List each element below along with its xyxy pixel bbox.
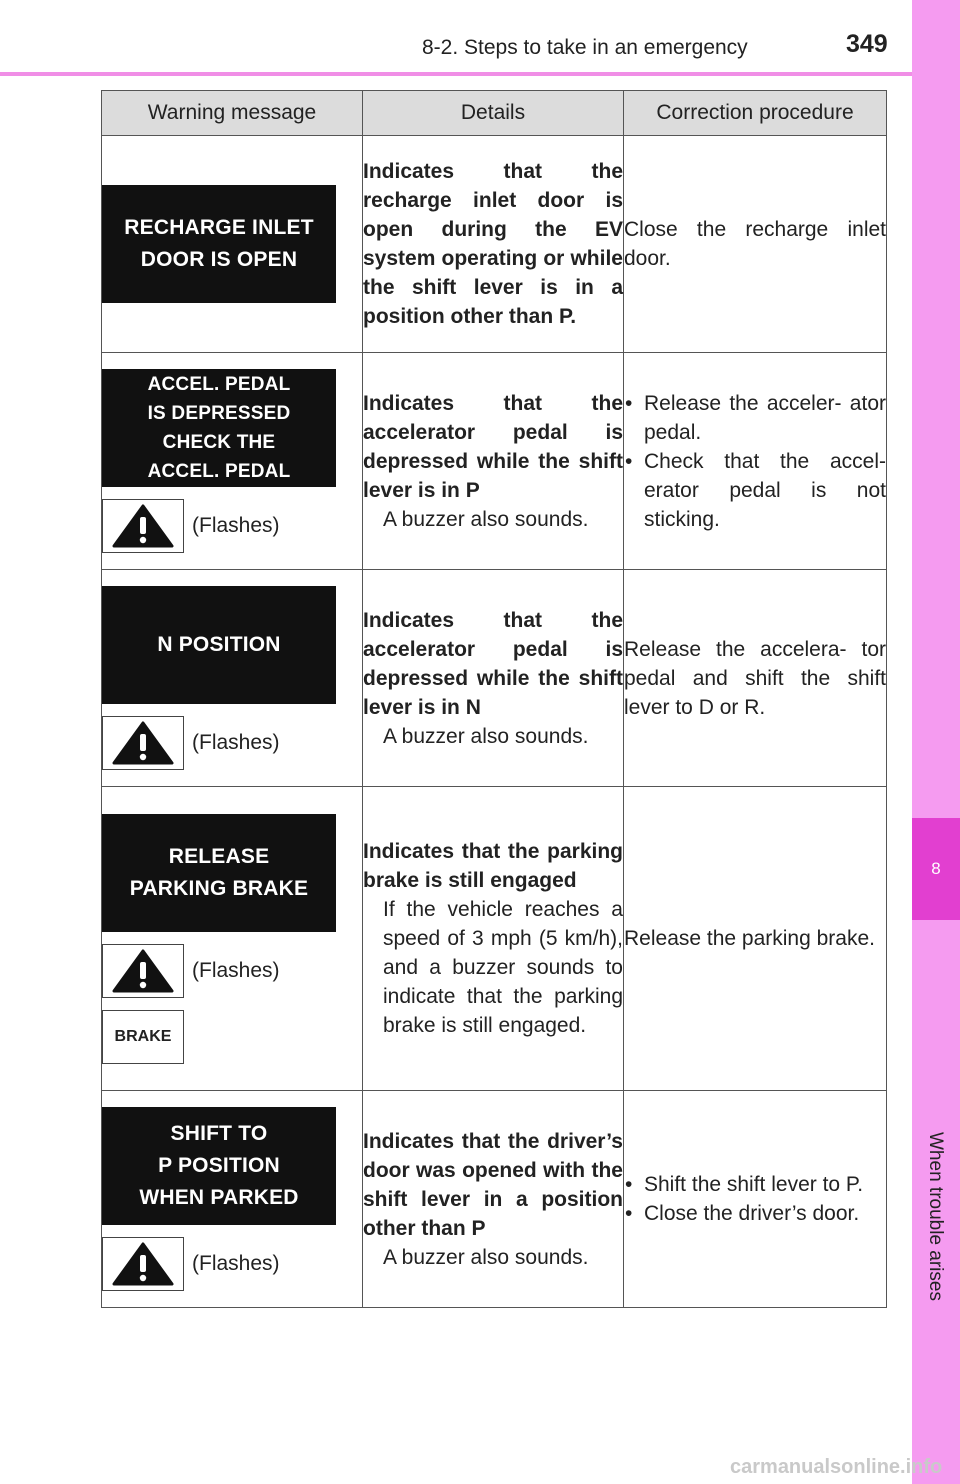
table-row <box>102 570 887 787</box>
flashes-label: (Flashes) <box>192 731 280 754</box>
brake-indicator-row <box>102 1010 362 1064</box>
detail-main-text: Indicates that the accelerator pedal is depressed while the shift lever is in P <box>363 391 623 502</box>
correction-list <box>624 389 886 534</box>
detail-main-text: Indicates that the parking brake is still engaged <box>363 840 623 892</box>
correction-text: Release the accelera- tor pedal and shift the shift lever to D or R. <box>624 637 886 719</box>
warning-message-cell <box>102 136 363 353</box>
display-line: SHIFT TO <box>170 1122 268 1145</box>
display-line: CHECK THE <box>162 432 276 453</box>
correction-item: • Close the driver’s door. <box>624 1199 886 1228</box>
details-cell <box>363 353 624 570</box>
display-line: PARKING BRAKE <box>129 876 309 900</box>
warning-indicator-row <box>102 944 362 998</box>
brake-indicator-icon: BRAKE <box>102 1010 184 1064</box>
warning-message-cell <box>102 1091 363 1308</box>
detail-sub-text: If the vehicle reaches a speed of 3 mph (5 km/h), and a buzzer sounds to indicate that the parking brake is still engaged. <box>383 898 623 1037</box>
details-cell <box>363 136 624 353</box>
warning-indicator-row <box>102 716 362 770</box>
table-header-row <box>102 91 887 136</box>
column-header-correction-procedure: Correction procedure <box>624 91 887 136</box>
warning-triangle-icon <box>102 1237 184 1291</box>
footer-watermark: carmanualsonline.info <box>730 1456 943 1478</box>
correction-item: • Release the acceler- ator pedal. <box>624 389 886 447</box>
correction-cell <box>624 353 887 570</box>
display-line: ACCEL. PEDAL <box>147 374 291 395</box>
correction-item: • Check that the accel- erator pedal is not sticking. <box>624 447 886 534</box>
correction-cell <box>624 787 887 1091</box>
correction-cell <box>624 1091 887 1308</box>
display-recharge-inlet-door-open <box>102 185 336 303</box>
warning-message-cell <box>102 570 363 787</box>
details-cell <box>363 570 624 787</box>
table-row <box>102 1091 887 1308</box>
table-row <box>102 787 887 1091</box>
flashes-label: (Flashes) <box>192 958 280 982</box>
column-header-warning-message: Warning message <box>102 91 363 136</box>
warning-triangle-icon <box>102 716 184 770</box>
correction-cell <box>624 136 887 353</box>
display-accel-pedal-depressed <box>102 369 336 487</box>
detail-main-text: Indicates that the accelerator pedal is depressed while the shift lever is in N <box>363 608 623 719</box>
display-line: ACCEL. PEDAL <box>147 461 291 482</box>
details-cell <box>363 1091 624 1308</box>
table-row <box>102 136 887 353</box>
correction-text: Close the recharge inlet door. <box>624 218 886 270</box>
warning-indicator-row <box>102 499 362 553</box>
details-cell <box>363 787 624 1091</box>
chapter-number-tab: 8 <box>912 818 960 920</box>
detail-sub-text: A buzzer also sounds. <box>383 724 589 748</box>
section-title: 8-2. Steps to take in an emergency <box>422 36 748 59</box>
header-divider <box>0 72 912 76</box>
correction-cell <box>624 570 887 787</box>
correction-list <box>624 1170 886 1228</box>
column-header-details: Details <box>363 91 624 136</box>
warning-message-table <box>101 90 887 1308</box>
flashes-label: (Flashes) <box>192 1252 280 1275</box>
detail-main-text: Indicates that the driver’s door was opened with the shift lever in a position other than P <box>363 1129 623 1240</box>
display-line: N POSITION <box>157 633 281 656</box>
display-line: IS DEPRESSED <box>147 403 291 424</box>
display-release-parking-brake <box>102 814 336 932</box>
warning-indicator-row <box>102 1237 362 1291</box>
correction-item: • Shift the shift lever to P. <box>624 1170 886 1199</box>
warning-triangle-icon <box>102 944 184 998</box>
correction-text: Release the parking brake. <box>624 927 875 950</box>
warning-triangle-icon <box>102 499 184 553</box>
display-n-position <box>102 586 336 704</box>
detail-sub-text: A buzzer also sounds. <box>383 1245 589 1269</box>
display-line: DOOR IS OPEN <box>140 248 298 271</box>
warning-message-cell <box>102 353 363 570</box>
display-line: RECHARGE INLET <box>124 216 314 239</box>
flashes-label: (Flashes) <box>192 514 280 537</box>
display-shift-to-p-position <box>102 1107 336 1225</box>
display-line: RELEASE <box>168 844 270 868</box>
warning-message-cell <box>102 787 363 1091</box>
display-line: WHEN PARKED <box>139 1186 299 1209</box>
display-line: P POSITION <box>158 1154 280 1177</box>
detail-sub-text: A buzzer also sounds. <box>383 507 589 531</box>
page-number: 349 <box>846 30 888 58</box>
table-row <box>102 353 887 570</box>
detail-main-text: Indicates that the recharge inlet door is open during the EV system operating or while the shift lever is in a position other than P. <box>363 160 623 328</box>
